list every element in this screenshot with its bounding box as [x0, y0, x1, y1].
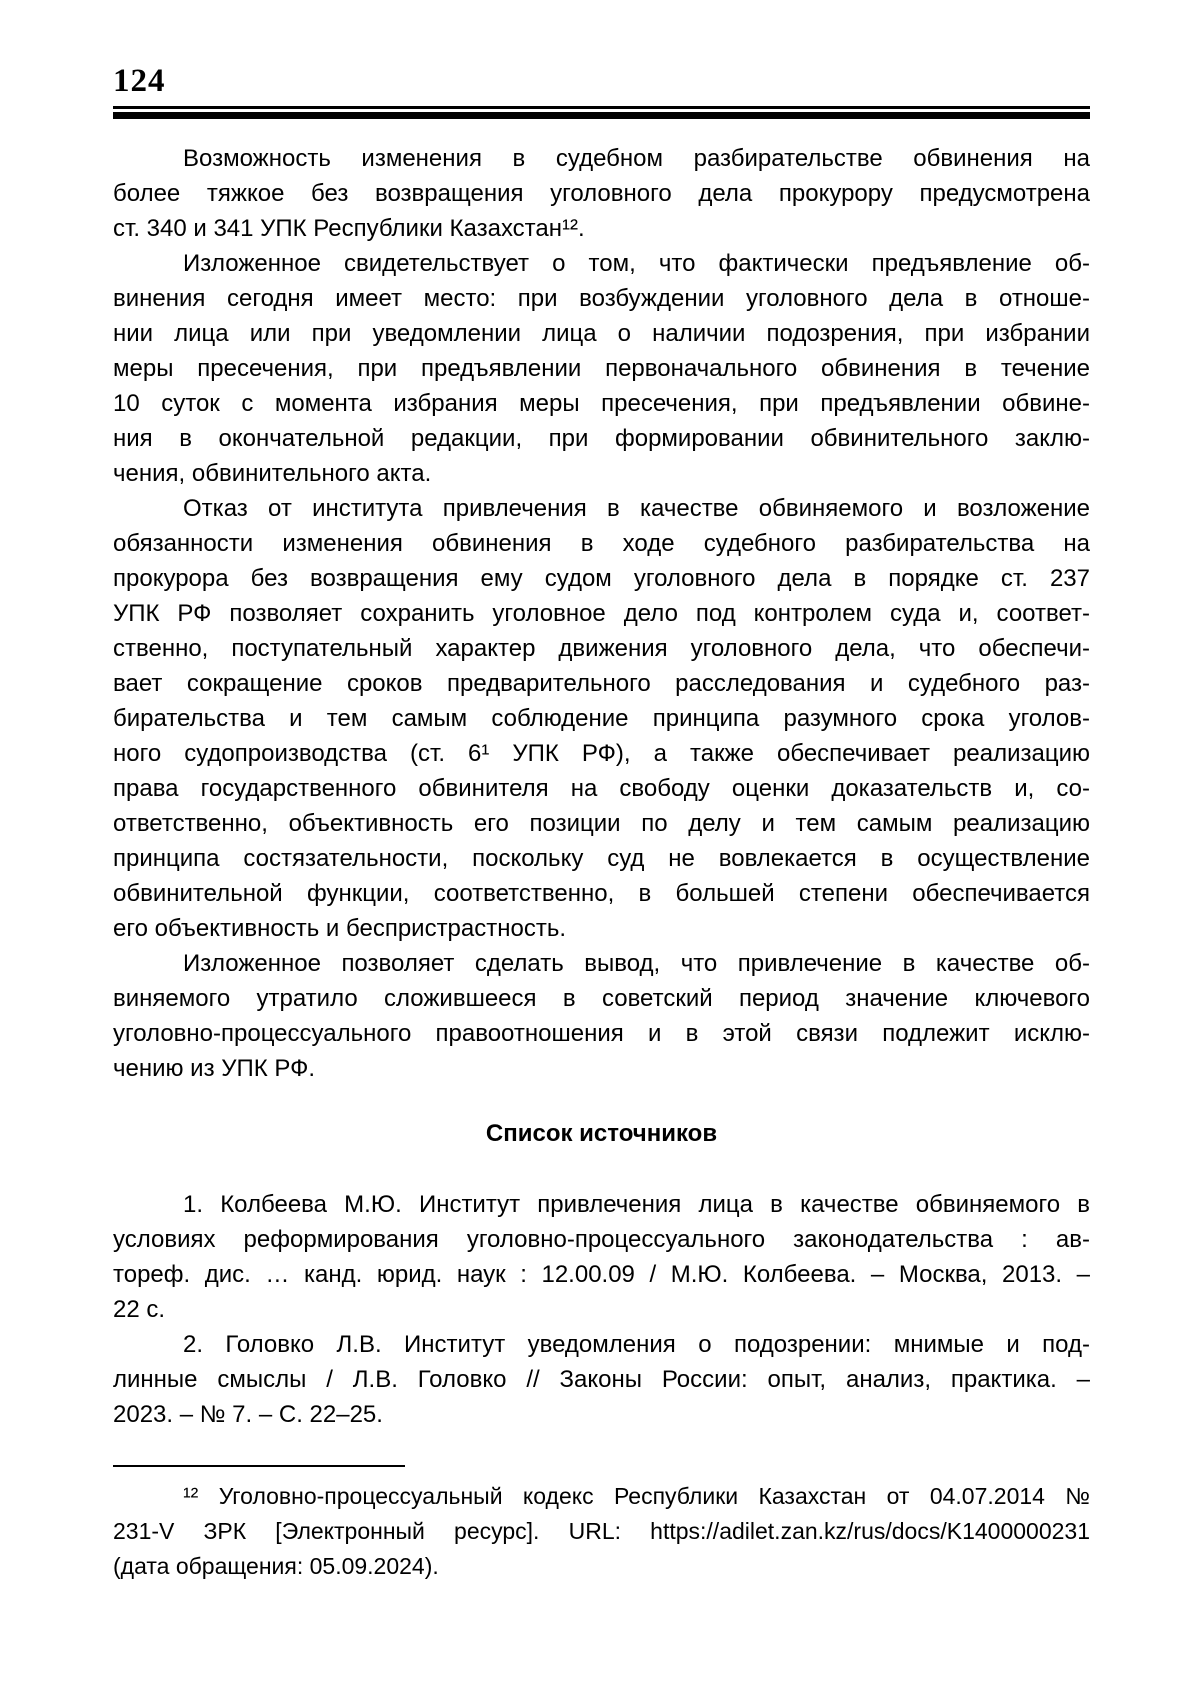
text-line: тореф. дис. … канд. юрид. наук : 12.00.09 / М.Ю. Колбеева. – Москва, 2013. – [113, 1261, 1090, 1288]
text-line: УПК РФ позволяет сохранить уголовное дело под контролем суда и, соответ- [113, 600, 1090, 627]
text-line: виняемого утратило сложившееся в советский период значение ключевого [113, 985, 1090, 1012]
text-line: Изложенное позволяет сделать вывод, что привлечение в качестве об- [183, 950, 1090, 977]
text-line: чению из УПК РФ. [113, 1055, 316, 1082]
text-line: права государственного обвинителя на свободу оценки доказательств и, со- [113, 775, 1090, 802]
text-line: более тяжкое без возвращения уголовного дела прокурору предусмотрена [113, 180, 1090, 207]
text-line: 22 с. [113, 1296, 166, 1323]
reference-item-2 [113, 1327, 1090, 1432]
text-line: меры пресечения, при предъявлении первоначального обвинения в течение [113, 355, 1090, 382]
header-rule-thick-line [113, 112, 1090, 119]
text-line: ст. 340 и 341 УПК Республики Казахстан¹². [113, 215, 585, 242]
text-line: 231-V ЗРК [Электронный ресурс]. URL: https://adilet.zan.kz/rus/docs/K1400000231 [113, 1518, 1090, 1544]
reference-item-1 [113, 1187, 1090, 1327]
text-line: уголовно-процессуального правоотношения и в этой связи подлежит исклю- [113, 1020, 1090, 1047]
text-line: Отказ от института привлечения в качестве обвиняемого и возложение [183, 495, 1090, 522]
page-number: 124 [113, 63, 166, 99]
text-line: ответственно, объективность его позиции по делу и тем самым реализацию [113, 810, 1090, 837]
text-line: Изложенное свидетельствует о том, что фактически предъявление об- [183, 250, 1090, 277]
paragraph-conclusion [113, 946, 1090, 1086]
text-line: ного судопроизводства (ст. 6¹ УПК РФ), а также обеспечивает реализацию [113, 740, 1090, 767]
text-line: 2. Головко Л.В. Институт уведомления о подозрении: мнимые и под- [183, 1331, 1090, 1358]
text-line: бирательства и тем самым соблюдение принципа разумного срока уголов- [113, 705, 1090, 732]
text-line: нии лица или при уведомлении лица о наличии подозрения, при избрании [113, 320, 1090, 347]
paragraph-refusal-of-institute [113, 491, 1090, 946]
text-line: 2023. – № 7. – С. 22–25. [113, 1401, 383, 1428]
header-rule-thin-line [113, 106, 1090, 109]
footnote-12 [113, 1479, 1090, 1584]
text-line: чения, обвинительного акта. [113, 460, 432, 487]
text-line: 1. Колбеева М.Ю. Институт привлечения лица в качестве обвиняемого в [183, 1191, 1090, 1218]
text-line: его объективность и беспристрастность. [113, 915, 567, 942]
text-line: условиях реформирования уголовно-процессуального законодательства : ав- [113, 1226, 1090, 1253]
text-line: 10 суток с момента избрания меры пресечения, при предъявлении обвине- [113, 390, 1090, 417]
text-line: (дата обращения: 05.09.2024). [113, 1553, 439, 1579]
text-line: принципа состязательности, поскольку суд не вовлекается в осуществление [113, 845, 1090, 872]
paragraph-stated-testifies [113, 246, 1090, 491]
text-line: винения сегодня имеет место: при возбуждении уголовного дела в отноше- [113, 285, 1090, 312]
page-content [113, 141, 1090, 1584]
text-line: обвинительной функции, соответственно, в большей степени обеспечивается [113, 880, 1090, 907]
paragraph-possibility-of-change [113, 141, 1090, 246]
text-line: Возможность изменения в судебном разбирательстве обвинения на [183, 145, 1090, 172]
text-line: прокурора без возвращения ему судом уголовного дела в порядке ст. 237 [113, 565, 1090, 592]
sources-heading: Список источников [485, 1120, 718, 1147]
header-rule [113, 106, 1090, 119]
text-line: обязанности изменения обвинения в ходе судебного разбирательства на [113, 530, 1090, 557]
text-line: ственно, поступательный характер движения уголовного дела, что обеспечи- [113, 635, 1090, 662]
footnote-separator [113, 1465, 405, 1467]
text-line: вает сокращение сроков предварительного расследования и судебного раз- [113, 670, 1090, 697]
text-line: линные смыслы / Л.В. Головко // Законы России: опыт, анализ, практика. – [113, 1366, 1090, 1393]
text-line: ¹² Уголовно-процессуальный кодекс Республики Казахстан от 04.07.2014 № [183, 1483, 1090, 1509]
text-line: ния в окончательной редакции, при формировании обвинительного заклю- [113, 425, 1090, 452]
